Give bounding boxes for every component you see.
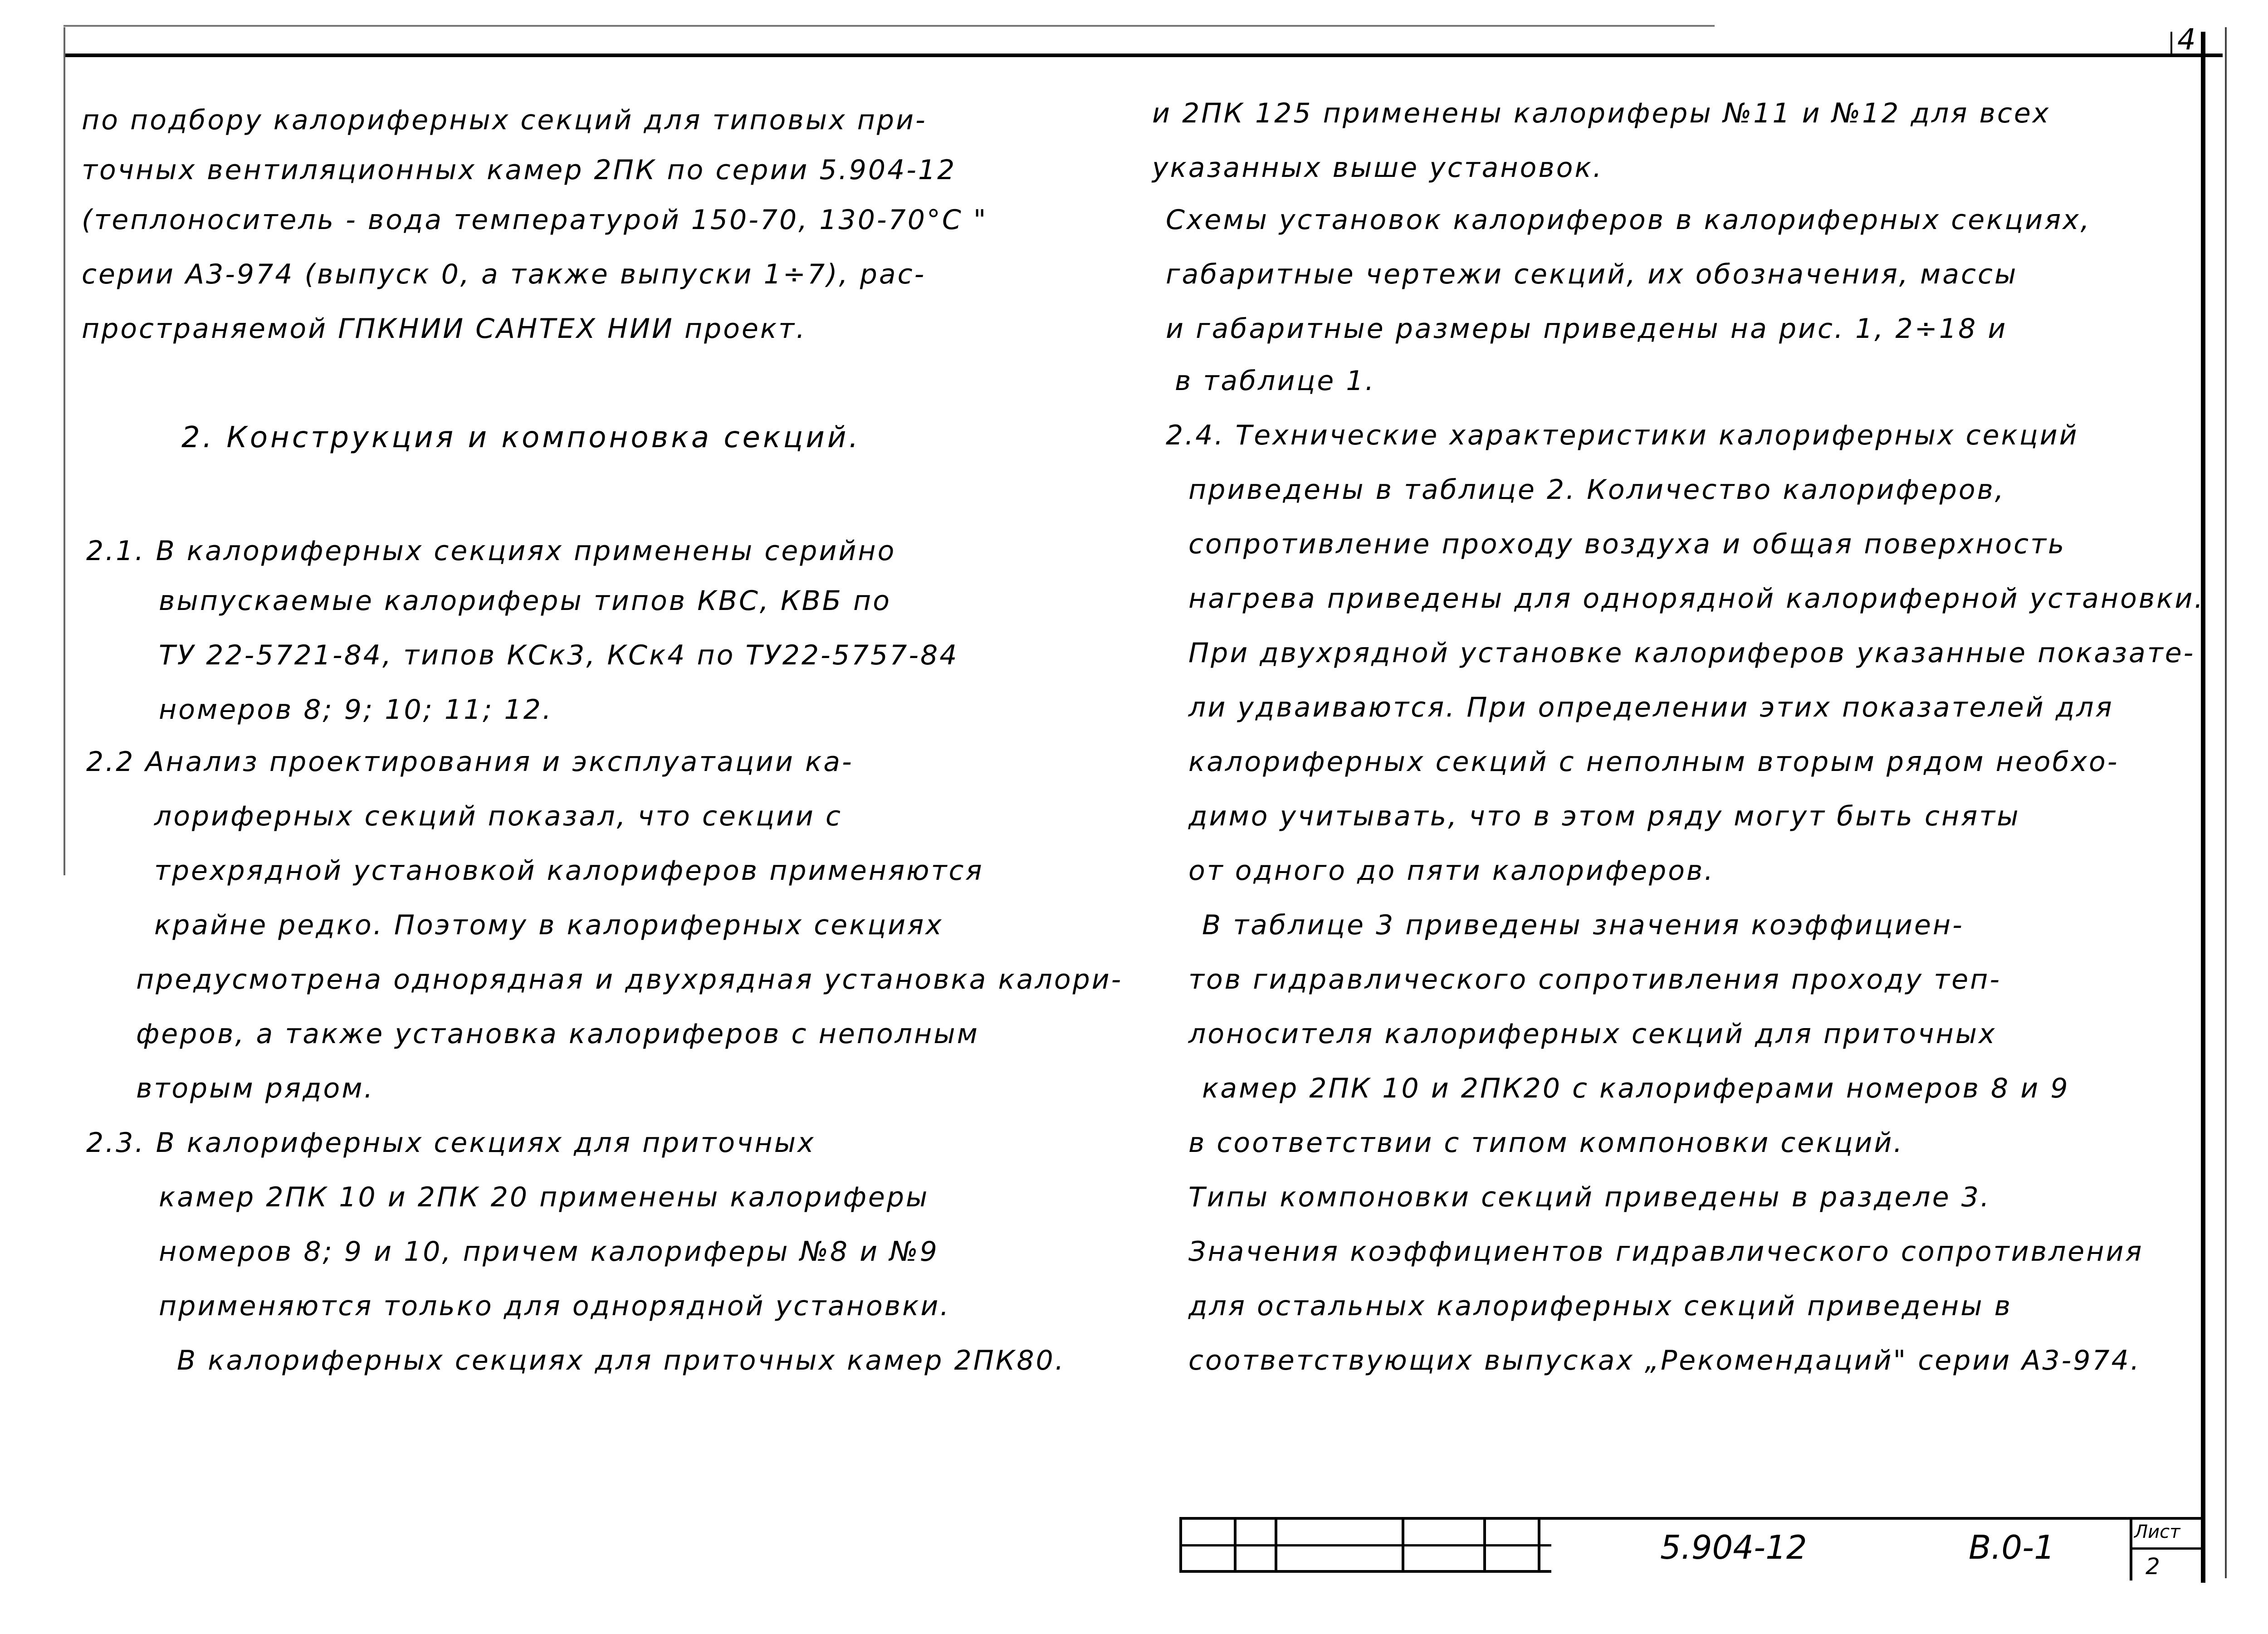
stamp-top-line xyxy=(1179,1517,2204,1520)
top-sheet-number: 4 xyxy=(2177,23,2198,57)
left-line-2: точных вентиляционных камер 2ПК по серии 5.904-12 xyxy=(82,154,957,186)
section-2-heading: 2. Конструкция и компоновка секций. xyxy=(181,421,861,454)
left-line-17: вторым рядом. xyxy=(136,1073,375,1104)
stamp-divider-3 xyxy=(1275,1517,1277,1571)
left-line-8: выпускаемые калориферы типов КВС, КВБ по xyxy=(159,585,891,617)
left-line-12: лориферных секций показал, что секции с xyxy=(154,800,842,832)
right-line-24: соответствующих выпусках „Рекомендаций" серии А3-974. xyxy=(1188,1345,2141,1376)
right-line-2: указанных выше установок. xyxy=(1152,152,1603,184)
right-line-17: тов гидравлического сопротивления проходу теп- xyxy=(1188,964,2001,995)
top-border-line xyxy=(64,54,2223,57)
right-line-1: и 2ПК 125 применены калориферы №11 и №12 для всех xyxy=(1152,98,2051,129)
right-line-8: приведены в таблице 2. Количество калориферов, xyxy=(1188,474,2005,506)
stamp-divider-6 xyxy=(1538,1517,1540,1571)
left-line-16: феров, а также установка калориферов с неполным xyxy=(136,1018,979,1050)
left-line-14: крайне редко. Поэтому в калориферных секциях xyxy=(154,909,943,941)
right-line-20: в соответствии с типом компоновки секций. xyxy=(1188,1127,1904,1159)
left-line-10: номеров 8; 9; 10; 11; 12. xyxy=(159,694,553,726)
sheet-number-divider xyxy=(2170,32,2172,57)
right-line-14: димо учитывать, что в этом ряду могут быть сняты xyxy=(1188,800,2020,832)
right-line-4: габаритные чертежи секций, их обозначения, массы xyxy=(1166,259,2018,290)
left-line-20: номеров 8; 9 и 10, причем калориферы №8 и №9 xyxy=(159,1236,939,1268)
stamp-divider-2 xyxy=(1234,1517,1237,1571)
left-line-1: по подбору калориферных секций для типовых при- xyxy=(82,104,927,136)
right-line-16: В таблице 3 приведены значения коэффициен- xyxy=(1202,909,1964,941)
right-line-3: Схемы установок калориферов в калориферных секциях, xyxy=(1166,204,2091,236)
left-line-5: пространяемой ГПКНИИ САНТЕХ НИИ проект. xyxy=(82,313,807,345)
right-line-13: калориферных секций с неполным вторым рядом необхо- xyxy=(1188,746,2119,778)
top-thin-line xyxy=(64,25,1715,27)
document-designation: 5.904-12 xyxy=(1660,1528,1807,1566)
left-line-19: камер 2ПК 10 и 2ПК 20 применены калориферы xyxy=(159,1181,929,1213)
stamp-divider-4 xyxy=(1402,1517,1404,1571)
stamp-divider-5 xyxy=(1483,1517,1486,1571)
sheet-label: Лист xyxy=(2134,1522,2180,1542)
sheet-cell-mid-line xyxy=(2130,1547,2204,1550)
left-line-21: применяются только для однорядной установки. xyxy=(159,1290,951,1322)
left-line-4: серии А3-974 (выпуск 0, а также выпуски 1÷7), рас- xyxy=(82,259,926,290)
right-line-19: камер 2ПК 10 и 2ПК20 с калориферами номеров 8 и 9 xyxy=(1202,1073,2070,1104)
sheet-number: 2 xyxy=(2146,1553,2160,1580)
right-line-18: лоносителя калориферных секций для приточных xyxy=(1188,1018,1997,1050)
right-line-10: нагрева приведены для однорядной калориферной установки. xyxy=(1188,583,2205,615)
right-line-12: ли удваиваются. При определении этих показателей для xyxy=(1188,692,2114,723)
right-line-22: Значения коэффициентов гидравлического сопротивления xyxy=(1188,1236,2144,1268)
right-line-2-4: 2.4. Технические характеристики калориферных секций xyxy=(1166,419,2079,451)
right-line-6: в таблице 1. xyxy=(1175,365,1376,397)
right-line-23: для остальных калориферных секций приведены в xyxy=(1188,1290,2012,1322)
right-line-15: от одного до пяти калориферов. xyxy=(1188,855,1715,887)
right-line-5: и габаритные размеры приведены на рис. 1, 2÷18 и xyxy=(1166,313,2008,345)
left-line-3: (теплоноситель - вода температурой 150-70, 130-70°С " xyxy=(82,204,988,236)
left-line-2-3: 2.3. В калориферных секциях для приточных xyxy=(86,1127,816,1159)
left-line-2-1: 2.1. В калориферных секциях применены серийно xyxy=(86,535,896,567)
right-line-11: При двухрядной установке калориферов указанные показате- xyxy=(1188,637,2195,669)
left-line-13: трехрядной установкой калориферов применяются xyxy=(154,855,984,887)
right-line-21: Типы компоновки секций приведены в разделе 3. xyxy=(1188,1181,1991,1213)
stamp-divider-1 xyxy=(1179,1517,1182,1571)
document-code: В.0-1 xyxy=(1969,1528,2055,1566)
right-border-line xyxy=(2201,32,2205,1583)
left-line-9: ТУ 22-5721-84, типов КСк3, КСк4 по ТУ22-5757-84 xyxy=(159,639,959,671)
left-line-22: В калориферных секциях для приточных камер 2ПК80. xyxy=(177,1345,1066,1376)
left-line-2-2: 2.2 Анализ проектирования и эксплуатации ка- xyxy=(86,746,854,778)
right-line-9: сопротивление проходу воздуха и общая поверхность xyxy=(1188,528,2066,560)
left-thin-line xyxy=(64,27,65,875)
right-outer-line xyxy=(2225,27,2227,1578)
left-line-15: предусмотрена однорядная и двухрядная установка калори- xyxy=(136,964,1123,995)
